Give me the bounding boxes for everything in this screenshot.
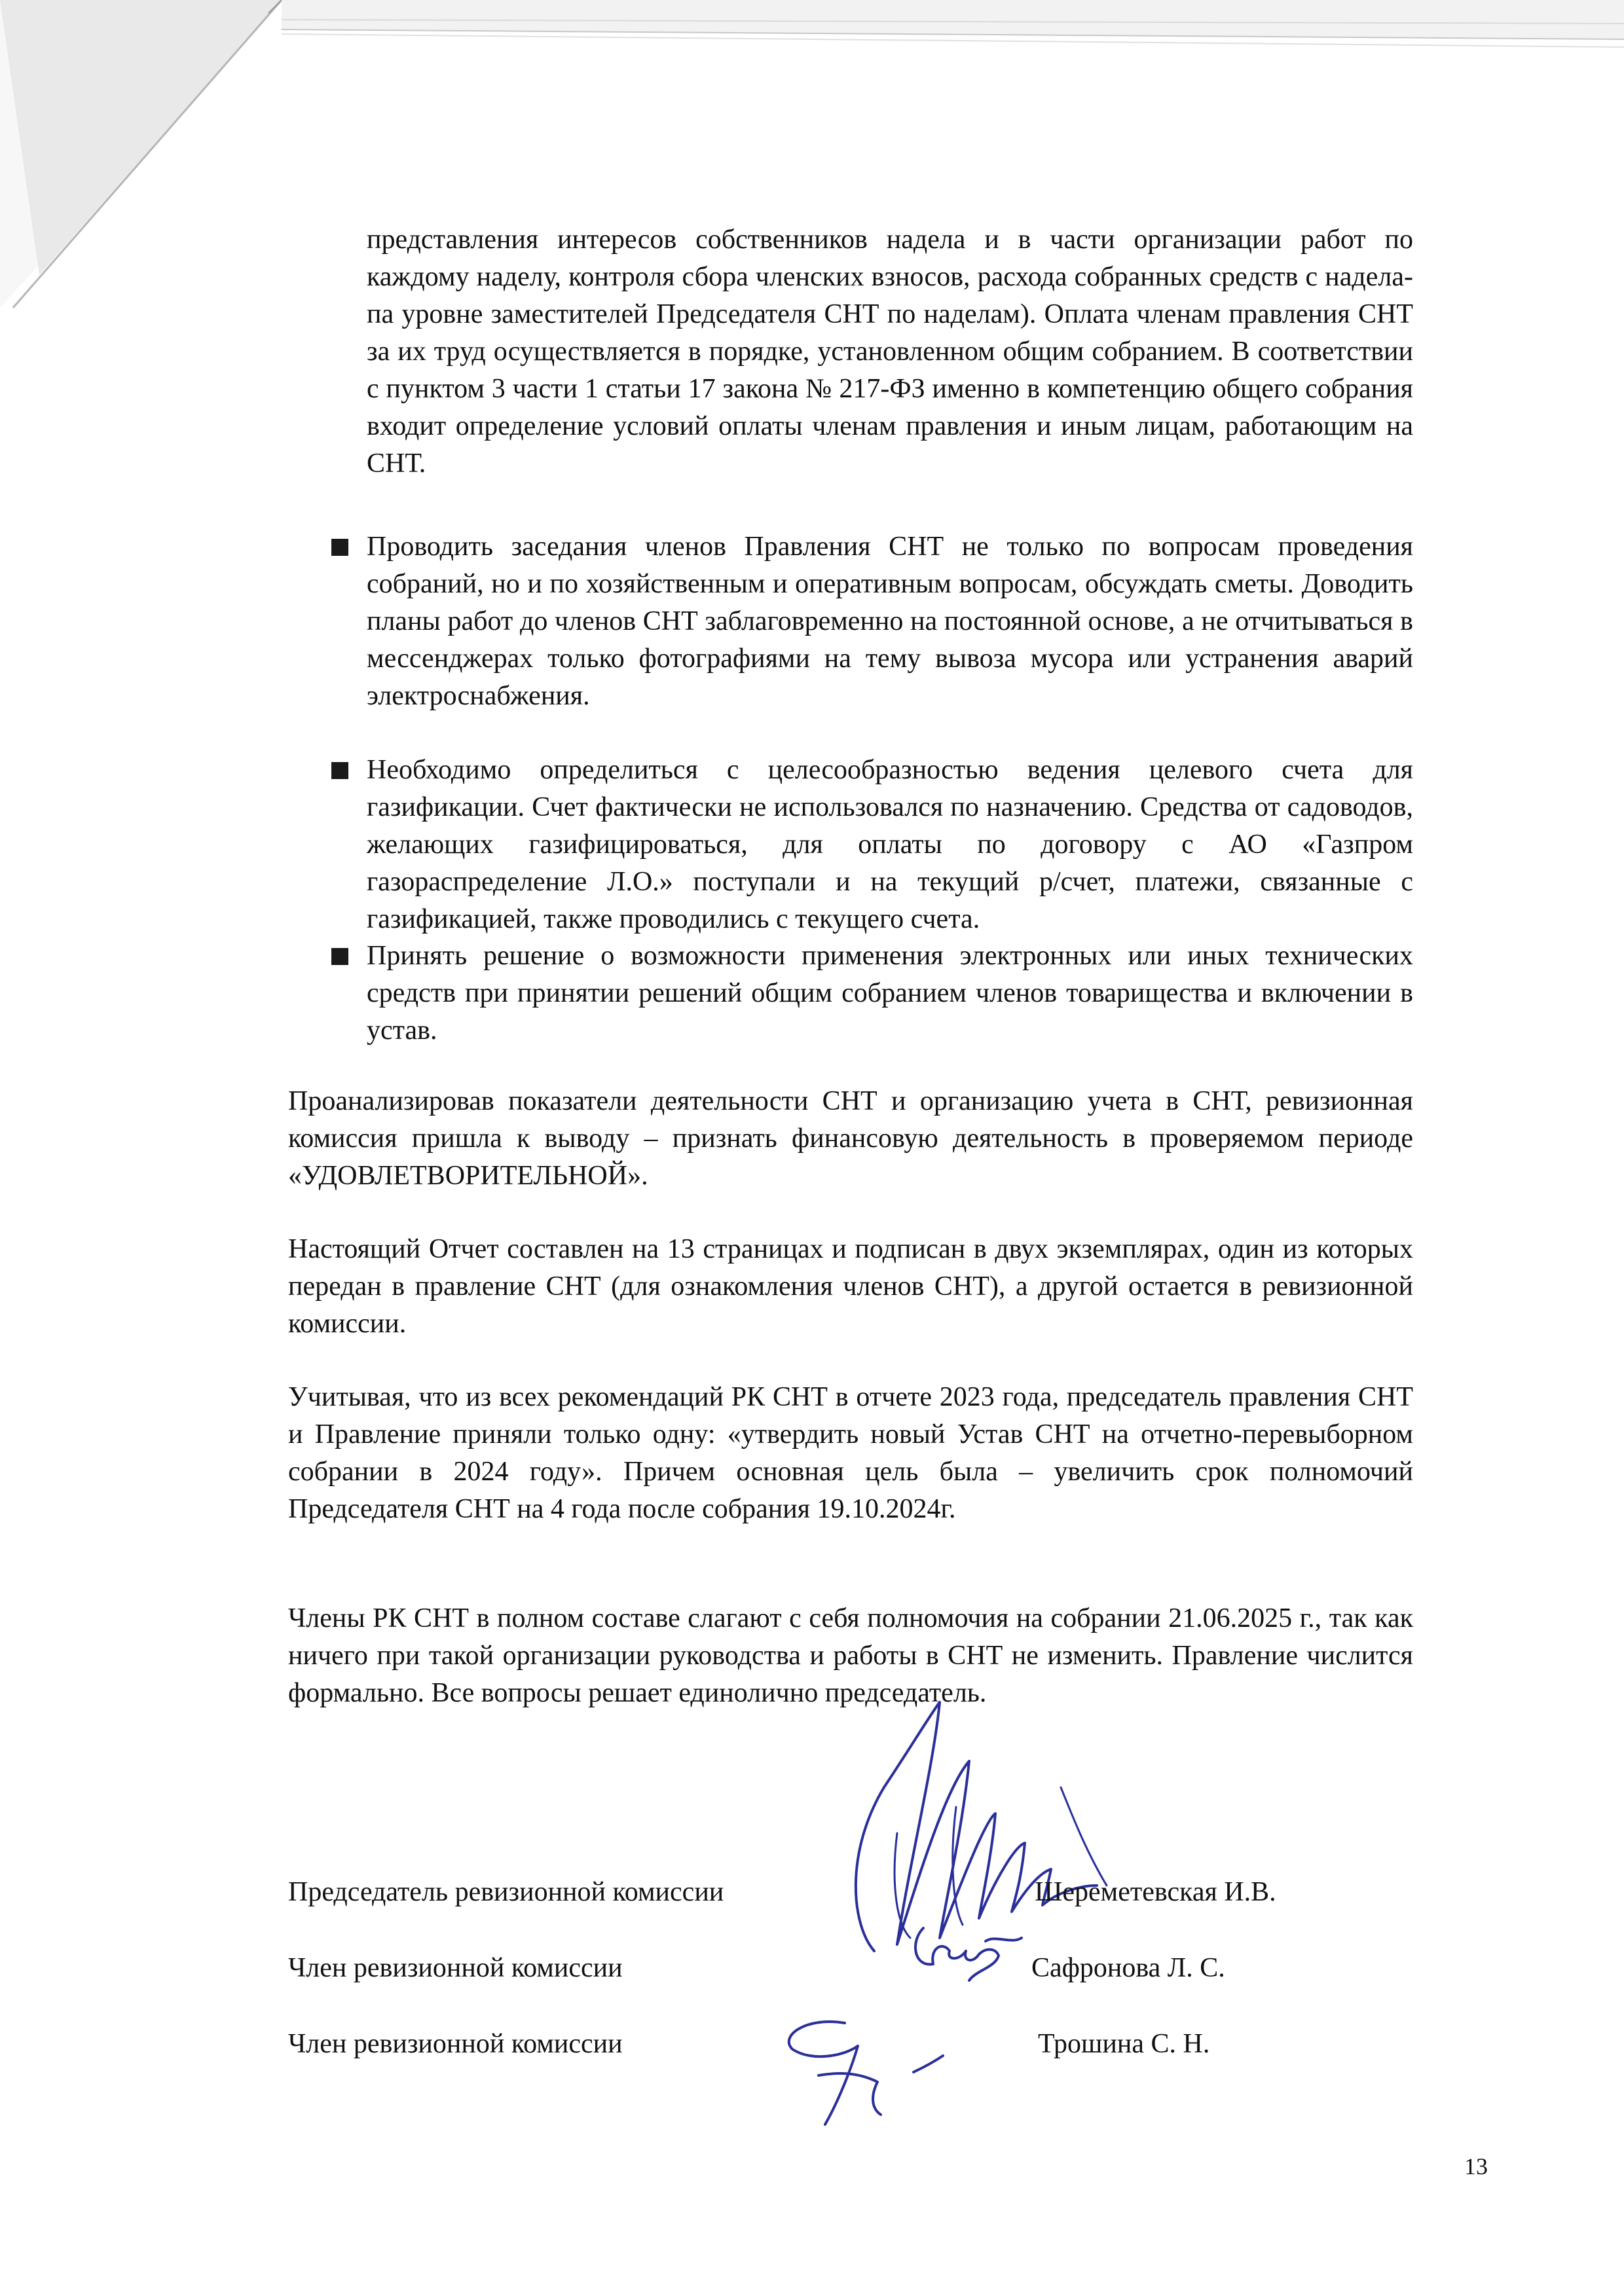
recommendation-bullet <box>331 528 1413 715</box>
bullet-text: Необходимо определиться с целесообразностью ведения целевого счета для газификации. Счет фактически не использовался по назначению. Средства от садоводов, желающих газифицироваться, для оплаты по договору с АО «Газпром газораспределение Л.О.» поступали и на текущий р/счет, платежи, связанные с газификацией, также проводились с текущего счета. <box>367 755 1413 934</box>
signature-member-2 <box>766 2010 976 2134</box>
signature-name: Трошина С. Н. <box>1038 2029 1210 2059</box>
page-number: 13 <box>1464 2153 1488 2179</box>
report-info-paragraph: Настоящий Отчет составлен на 13 страницах и подписан в двух экземплярах, один из которых передан в правление СНТ (для ознакомления членов СНТ), а другой остается в ревизионной комиссии. <box>288 1234 1413 1339</box>
recommendation-bullet <box>331 938 1413 1049</box>
square-bullet-icon <box>331 762 348 779</box>
signature-name: Сафронова Л. С. <box>1031 1953 1225 1983</box>
continuation-paragraph: представления интересов собственников надела и в части организации работ по каждому наделу, контроля сбора членских взносов, расхода собранных средств с надела- па уровне заместителей Председателя СНТ по наделам). Оплата членам правления СНТ за их труд осуществляется в порядке, установленном общим собранием. В соответствии с пунктом 3 части 1 статьи 17 закона № 217-ФЗ именно в компетенцию общего собрания входит определение условий оплаты членам правления и иным лицам, работающим на СНТ. <box>367 225 1413 479</box>
signature-role: Член ревизионной комиссии <box>288 1953 623 1983</box>
resignation-paragraph: Члены РК СНТ в полном составе слагают с себя полномочия на собрании 21.06.2025 г., так как ничего при такой организации руководства и работы в СНТ не изменить. Правление числится формально. Все вопросы решает единолично председатель. <box>288 1603 1413 1708</box>
square-bullet-icon <box>331 948 348 965</box>
recommendation-bullet <box>331 752 1413 938</box>
signature-name: Шереметевская И.В. <box>1035 1877 1276 1907</box>
signature-role: Председатель ревизионной комиссии <box>288 1877 724 1907</box>
bullet-text: Принять решение о возможности применения электронных или иных технических средств при принятии решений общим собранием членов товарищества и включении в устав. <box>367 941 1413 1046</box>
bullet-text: Проводить заседания членов Правления СНТ не только по вопросам проведения собраний, но и по хозяйственным и оперативным вопросам, обсуждать сметы. Доводить планы работ до членов СНТ заблаговременно на постоянной основе, а не отчитываться в мессенджерах только фотографиями на тему вывоза мусора или устранения аварий электроснабжения. <box>367 532 1413 711</box>
square-bullet-icon <box>331 539 348 556</box>
recommendations-paragraph: Учитывая, что из всех рекомендаций РК СНТ в отчете 2023 года, председатель правления СНТ и Правление приняли только одну: «утвердить новый Устав СНТ на отчетно-перевыборном собрании в 2024 году». Причем основная цель была – увеличить срок полномочий Председателя СНТ на 4 года после собрания 19.10.2024г. <box>288 1382 1413 1524</box>
conclusion-paragraph: Проанализировав показатели деятельности СНТ и организацию учета в СНТ, ревизионная комиссия пришла к выводу – признать финансовую деятельность в проверяемом периоде «УДОВЛЕТВОРИТЕЛЬНОЙ». <box>288 1086 1413 1191</box>
signature-role: Член ревизионной комиссии <box>288 2029 623 2059</box>
signature-member-1 <box>897 1908 1028 1987</box>
